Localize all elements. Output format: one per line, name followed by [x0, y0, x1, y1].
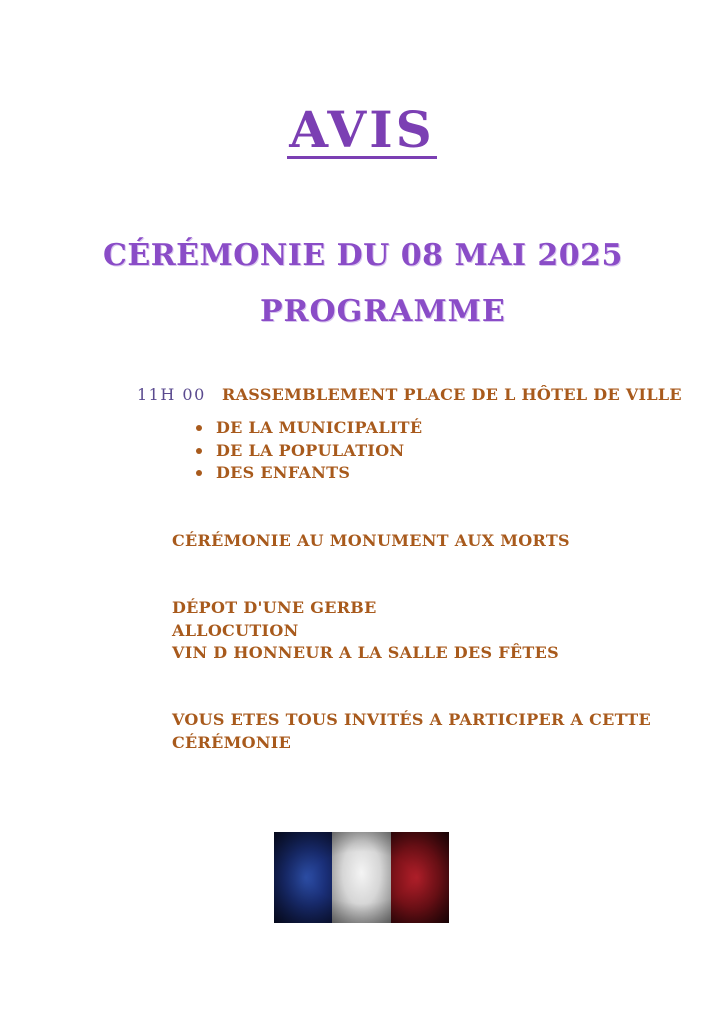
bullet-icon [196, 448, 202, 454]
step-reception: VIN D HONNEUR A LA SALLE DES FÊTES [172, 643, 559, 662]
rassemblement-text: RASSEMBLEMENT PLACE DE L HÔTEL DE VILLE [222, 385, 682, 404]
monument-ceremony-text: CÉRÉMONIE AU MONUMENT AUX MORTS [172, 531, 570, 550]
notice-title [0, 100, 724, 160]
attendees-list [196, 417, 422, 485]
programme-heading: PROGRAMME [260, 294, 506, 329]
bullet-icon [196, 470, 202, 476]
french-flag-image [274, 832, 449, 923]
list-item [196, 440, 422, 463]
list-item-label: DES ENFANTS [216, 463, 351, 482]
step-speech: ALLOCUTION [172, 620, 299, 640]
invitation-line-2: CÉRÉMONIE [172, 732, 292, 752]
notice-title-text: AVIS [289, 100, 435, 159]
invitation-text [172, 709, 651, 754]
flag-red-stripe [391, 832, 449, 923]
invitation-line-1: VOUS ETES TOUS INVITÉS A PARTICIPER A CETTE [172, 710, 651, 729]
bullet-icon [196, 425, 202, 431]
step-wreath: DÉPOT D'UNE GERBE [172, 598, 377, 617]
flag-white-stripe [332, 832, 390, 923]
schedule-time: 11H 00 [137, 385, 206, 404]
list-item-label: DE LA MUNICIPALITÉ [216, 418, 423, 437]
ceremony-steps [172, 597, 559, 665]
ceremony-heading: CÉRÉMONIE DU 08 MAI 2025 [103, 238, 623, 273]
flag-blue-stripe [274, 832, 332, 923]
list-item-label: DE LA POPULATION [216, 440, 405, 460]
list-item [196, 417, 422, 440]
list-item [196, 462, 422, 485]
